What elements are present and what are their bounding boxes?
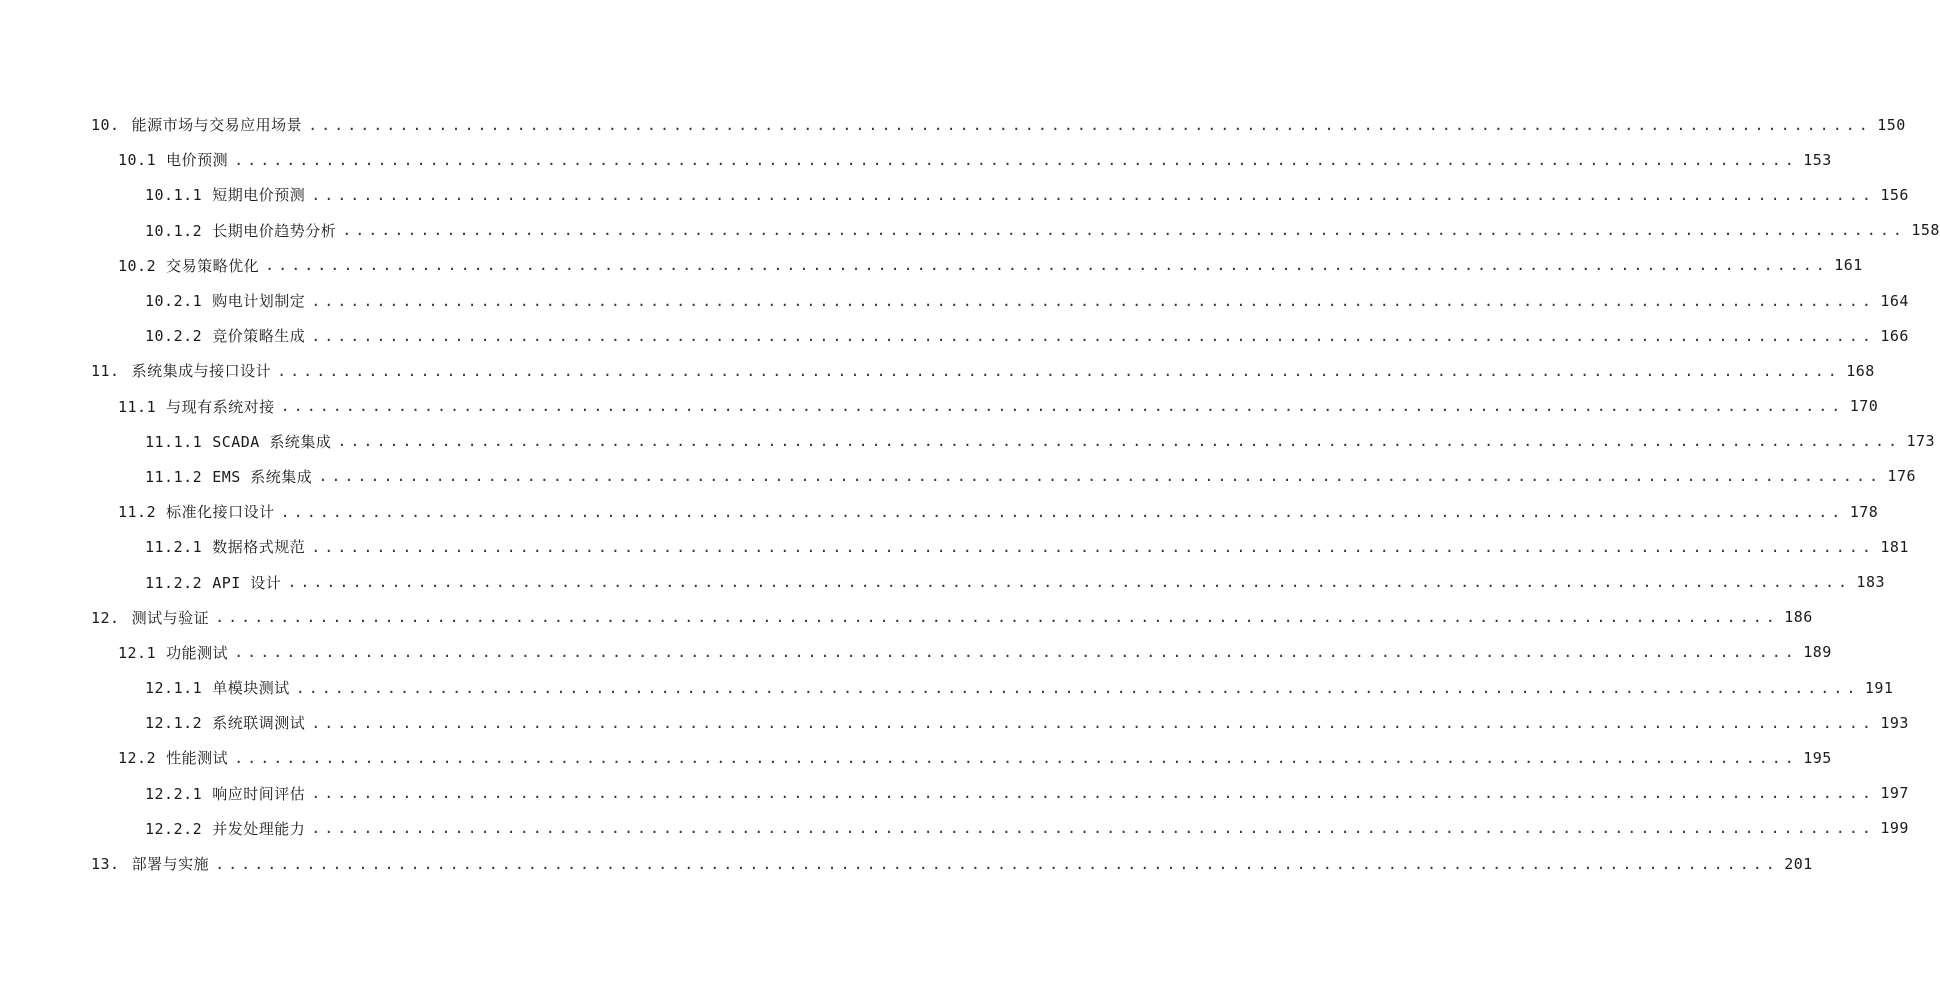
toc-entry-number: 12.2.1 <box>145 784 203 803</box>
toc-entry-page-number: 170 <box>1849 397 1879 416</box>
dot-leader: ........................................................................................................................ <box>215 854 1779 873</box>
toc-entry-title: 响应时间评估 <box>212 784 306 803</box>
toc-entry-number: 10.1 <box>118 151 157 170</box>
toc-entry-number: 12.1.1 <box>145 679 203 698</box>
dot-leader: ........................................................................................................................ <box>280 397 1845 416</box>
toc-entry-level-3[interactable] <box>0 177 1909 212</box>
toc-entry-title: 短期电价预测 <box>212 186 306 205</box>
toc-entry-level-1[interactable] <box>0 353 1875 388</box>
toc-entry-level-3[interactable] <box>0 776 1909 811</box>
toc-entry-page-number: 186 <box>1784 608 1813 627</box>
toc-entry-page-number: 201 <box>1784 854 1813 873</box>
toc-entry-title: 购电计划制定 <box>212 292 306 311</box>
toc-entry-title: 性能测试 <box>166 749 229 768</box>
table-of-contents <box>0 107 1940 881</box>
toc-entry-page-number: 183 <box>1856 573 1886 592</box>
toc-entry-page-number: 161 <box>1834 256 1863 275</box>
toc-entry-page-number: 181 <box>1880 537 1909 556</box>
toc-entry-label <box>118 396 275 417</box>
toc-entry-level-1[interactable] <box>0 600 1813 635</box>
toc-entry-label <box>145 783 305 804</box>
dot-leader: ........................................................................................................................ <box>287 573 1852 592</box>
toc-entry-page-number: 199 <box>1880 819 1909 838</box>
toc-entry-title: 系统集成与接口设计 <box>131 362 272 381</box>
toc-entry-title: 竞价策略生成 <box>212 327 306 346</box>
toc-entry-number: 11.1.1 <box>145 432 203 451</box>
toc-entry-page-number: 150 <box>1877 115 1906 134</box>
toc-entry-label <box>118 501 275 522</box>
toc-entry-title: 标准化接口设计 <box>166 503 275 522</box>
toc-entry-label <box>145 536 305 557</box>
toc-entry-number: 12.2 <box>118 749 157 768</box>
toc-entry-level-1[interactable] <box>0 107 1906 142</box>
toc-entry-title: 能源市场与交易应用场景 <box>131 116 303 135</box>
toc-entry-page-number: 156 <box>1880 185 1909 204</box>
toc-entry-title: API 设计 <box>212 573 282 592</box>
toc-entry-title: 长期电价趋势分析 <box>212 221 337 240</box>
toc-entry-title: 功能测试 <box>166 643 229 662</box>
toc-entry-label <box>145 431 331 452</box>
toc-entry-title: SCADA 系统集成 <box>212 432 332 451</box>
toc-entry-level-2[interactable] <box>0 635 1832 670</box>
toc-entry-label <box>145 572 281 593</box>
toc-entry-label <box>145 220 336 241</box>
toc-entry-label <box>145 466 312 487</box>
dot-leader: ........................................................................................................................ <box>308 115 1872 134</box>
toc-entry-page-number: 176 <box>1887 467 1917 486</box>
dot-leader: ........................................................................................................................ <box>277 361 1841 380</box>
toc-entry-page-number: 158 <box>1911 221 1940 240</box>
dot-leader: ........................................................................................................................ <box>342 221 1906 240</box>
toc-entry-level-3[interactable] <box>0 670 1894 705</box>
toc-entry-page-number: 197 <box>1880 784 1909 803</box>
toc-entry-number: 11.1.2 <box>145 467 203 486</box>
toc-entry-page-number: 178 <box>1849 502 1879 521</box>
toc-entry-level-2[interactable] <box>0 248 1863 283</box>
toc-entry-number: 10.2 <box>118 256 157 275</box>
toc-entry-title: 系统联调测试 <box>212 714 306 733</box>
toc-entry-level-3[interactable] <box>0 318 1909 353</box>
dot-leader: ........................................................................................................................ <box>311 185 1875 204</box>
toc-entry-level-2[interactable] <box>0 494 1879 529</box>
toc-entry-label <box>91 114 302 135</box>
toc-entry-label <box>118 642 228 663</box>
toc-entry-title: 测试与验证 <box>131 608 210 627</box>
toc-entry-page-number: 173 <box>1906 432 1936 451</box>
toc-entry-label <box>91 360 271 381</box>
toc-entry-page-number: 191 <box>1864 678 1894 697</box>
toc-entry-level-3[interactable] <box>0 705 1909 740</box>
toc-entry-label <box>118 149 228 170</box>
toc-entry-level-3[interactable] <box>0 283 1909 318</box>
toc-entry-number: 11.2.1 <box>145 538 203 557</box>
toc-entry-label <box>91 853 209 874</box>
dot-leader: ........................................................................................................................ <box>337 432 1902 451</box>
toc-entry-number: 12. <box>91 608 120 627</box>
toc-entry-number: 11.2.2 <box>145 573 203 592</box>
toc-entry-label <box>145 290 305 311</box>
dot-leader: ........................................................................................................................ <box>280 502 1845 521</box>
toc-entry-page-number: 189 <box>1803 643 1832 662</box>
toc-entry-label <box>118 747 228 768</box>
toc-entry-label <box>145 818 305 839</box>
dot-leader: ........................................................................................................................ <box>318 467 1883 486</box>
toc-entry-number: 10.2.2 <box>145 327 203 346</box>
toc-entry-number: 12.1 <box>118 643 157 662</box>
toc-entry-level-3[interactable] <box>0 424 1936 459</box>
toc-entry-title: 与现有系统对接 <box>166 397 275 416</box>
dot-leader: ........................................................................................................................ <box>234 643 1798 662</box>
toc-entry-label <box>145 677 290 698</box>
dot-leader: ........................................................................................................................ <box>265 256 1829 275</box>
toc-entry-page-number: 166 <box>1880 326 1909 345</box>
dot-leader: ........................................................................................................................ <box>215 608 1779 627</box>
dot-leader: ........................................................................................................................ <box>311 537 1875 556</box>
toc-entry-title: 单模块测试 <box>212 679 290 698</box>
toc-entry-number: 12.1.2 <box>145 714 203 733</box>
toc-entry-page-number: 168 <box>1846 361 1875 380</box>
dot-leader: ........................................................................................................................ <box>311 819 1875 838</box>
toc-entry-number: 10.2.1 <box>145 292 203 311</box>
toc-entry-title: EMS 系统集成 <box>212 467 313 486</box>
toc-entry-level-2[interactable] <box>0 142 1832 177</box>
toc-entry-number: 13. <box>91 855 120 874</box>
dot-leader: ........................................................................................................................ <box>311 713 1875 732</box>
toc-entry-level-2[interactable] <box>0 740 1832 775</box>
toc-entry-title: 交易策略优化 <box>166 256 260 275</box>
toc-entry-number: 12.2.2 <box>145 819 203 838</box>
toc-entry-title: 并发处理能力 <box>212 819 306 838</box>
toc-entry-label <box>145 325 305 346</box>
toc-entry-level-2[interactable] <box>0 389 1879 424</box>
toc-entry-number: 10.1.2 <box>145 221 203 240</box>
toc-entry-level-1[interactable] <box>0 846 1813 881</box>
toc-entry-number: 11.2 <box>118 503 157 522</box>
dot-leader: ........................................................................................................................ <box>311 784 1875 803</box>
toc-entry-label <box>145 184 305 205</box>
toc-entry-number: 11.1 <box>118 397 157 416</box>
toc-entry-page-number: 195 <box>1803 748 1832 767</box>
toc-entry-title: 数据格式规范 <box>212 538 306 557</box>
dot-leader: ........................................................................................................................ <box>311 291 1875 310</box>
toc-entry-page-number: 164 <box>1880 291 1909 310</box>
dot-leader: ........................................................................................................................ <box>311 326 1875 345</box>
toc-entry-page-number: 193 <box>1880 713 1909 732</box>
dot-leader: ........................................................................................................................ <box>234 748 1798 767</box>
dot-leader: ........................................................................................................................ <box>234 150 1798 169</box>
toc-entry-label <box>145 712 305 733</box>
toc-entry-number: 10.1.1 <box>145 186 203 205</box>
toc-entry-title: 部署与实施 <box>131 855 210 874</box>
toc-entry-level-3[interactable] <box>0 459 1917 494</box>
toc-entry-number: 10. <box>91 116 120 135</box>
toc-entry-label <box>91 607 209 628</box>
dot-leader: ........................................................................................................................ <box>295 678 1860 697</box>
toc-entry-number: 11. <box>91 362 120 381</box>
toc-entry-label <box>118 255 259 276</box>
toc-entry-page-number: 153 <box>1803 150 1832 169</box>
toc-entry-level-3[interactable] <box>0 529 1909 564</box>
toc-entry-level-3[interactable] <box>0 564 1886 599</box>
toc-entry-title: 电价预测 <box>166 151 229 170</box>
toc-entry-level-3[interactable] <box>0 213 1940 248</box>
toc-entry-level-3[interactable] <box>0 811 1909 846</box>
